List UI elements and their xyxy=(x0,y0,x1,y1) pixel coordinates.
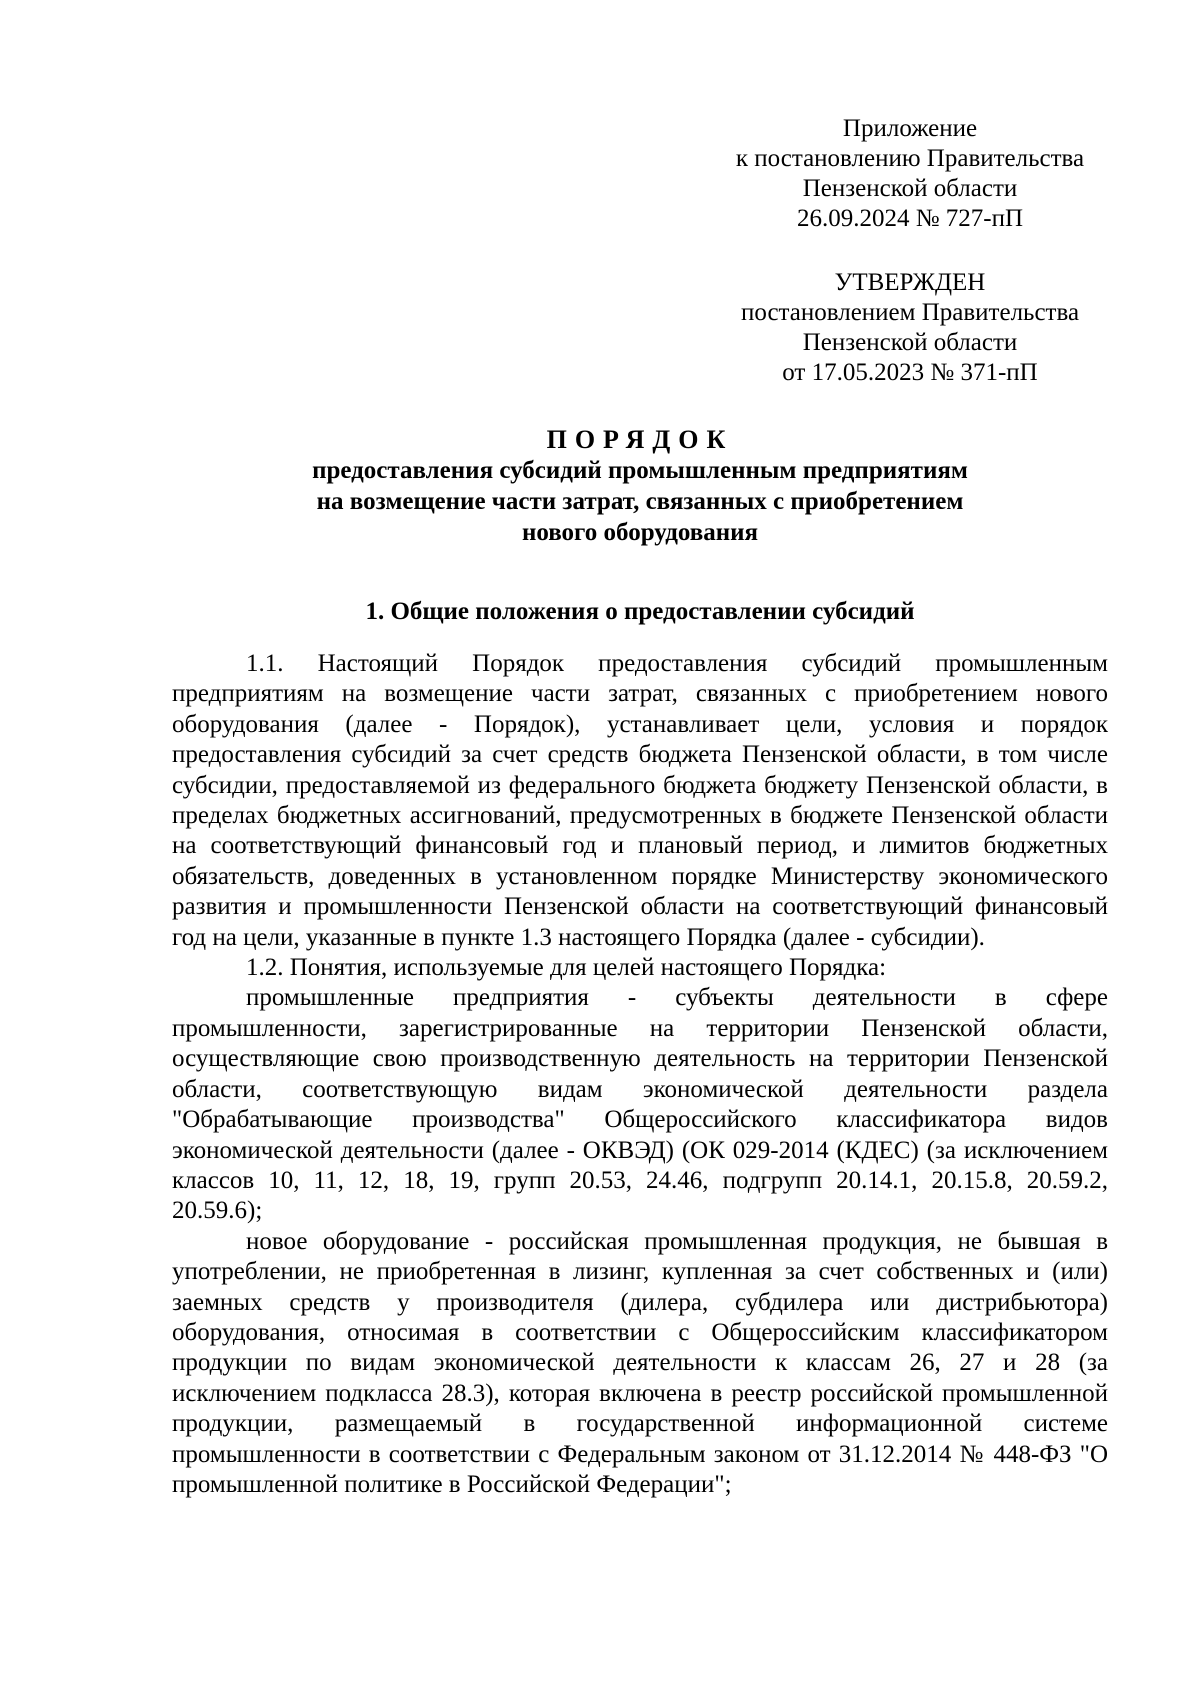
appendix-date-number: 26.09.2024 № 727-пП xyxy=(796,205,1024,232)
approved-decree-ref: постановлением Правительства xyxy=(740,299,1080,326)
approved-header xyxy=(690,268,1130,388)
appendix-decree-ref: к постановлению Правительства xyxy=(735,145,1085,172)
section-body xyxy=(172,649,1108,1500)
paragraph-1-2: 1.2. Понятия, используемые для целей настоящего Порядка: xyxy=(246,954,887,982)
section-heading: 1. Общие положения о предоставлении субсидий xyxy=(365,598,915,625)
approved-label: УТВЕРЖДЕН xyxy=(834,269,986,296)
paragraph-new-equipment: новое оборудование - российская промышленная продукция, не бывшая в употреблении, не приобретенная в лизинг, купленная за счет собственных и (или) заемных средств у производителя (дилера, субдилера или дистрибьютора) оборудования, относимая в соответствии с Общероссийским классификатором продукции по видам экономической деятельности к классам 26, 27 и 28 (за исключением подкласса 28.3), которая включена в реестр российской промышленной продукции, размещаемый в государственной информационной системе промышленности в соответствии с Федеральным законом от 31.12.2014 № 448-ФЗ "О промышленной политике в Российской Федерации"; xyxy=(172,1227,1108,1498)
title-line-1: предоставления субсидий промышленным предприятиям xyxy=(312,457,968,484)
paragraph-1-1: 1.1. Настоящий Порядок предоставления субсидий промышленным предприятиям на возмещение части затрат, связанных с приобретением нового оборудования (далее - Порядок), устанавливает цели, условия и порядок предоставления субсидий за счет средств бюджета Пензенской области, в том числе субсидии, предоставляемой из федерального бюджета бюджету Пензенской области, в пределах бюджетных ассигнований, предусмотренных в бюджете Пензенской области на соответствующий финансовый год и плановый период, и лимитов бюджетных обязательств, доведенных в установленном порядке Министерству экономического развития и промышленности Пензенской области на соответствующий финансовый год на цели, указанные в пункте 1.3 настоящего Порядка (далее - субсидии). xyxy=(172,650,1108,951)
approved-region: Пензенской области xyxy=(802,329,1018,356)
title-line-3: нового оборудования xyxy=(521,519,759,546)
title-line-2: на возмещение части затрат, связанных с приобретением xyxy=(316,488,964,515)
approved-date-number: от 17.05.2023 № 371-пП xyxy=(782,359,1038,386)
appendix-header xyxy=(690,114,1130,234)
appendix-region: Пензенской области xyxy=(802,175,1018,202)
title-main: ПОРЯДОК xyxy=(546,425,734,454)
document-title xyxy=(175,424,1105,548)
appendix-label: Приложение xyxy=(842,115,978,142)
paragraph-industrial-enterprises: промышленные предприятия - субъекты деятельности в сфере промышленности, зарегистрированные на территории Пензенской области, осуществляющие свою производственную деятельность на территории Пензенской области, соответствующую видам экономической деятельности раздела "Обрабатывающие производства" Общероссийского классификатора видов экономической деятельности (далее - ОКВЭД) (ОК 029-2014 (КДЕС) (за исключением классов 10, 11, 12, 18, 19, групп 20.53, 24.46, подгрупп 20.14.1, 20.15.8, 20.59.2, 20.59.6); xyxy=(172,984,1108,1225)
